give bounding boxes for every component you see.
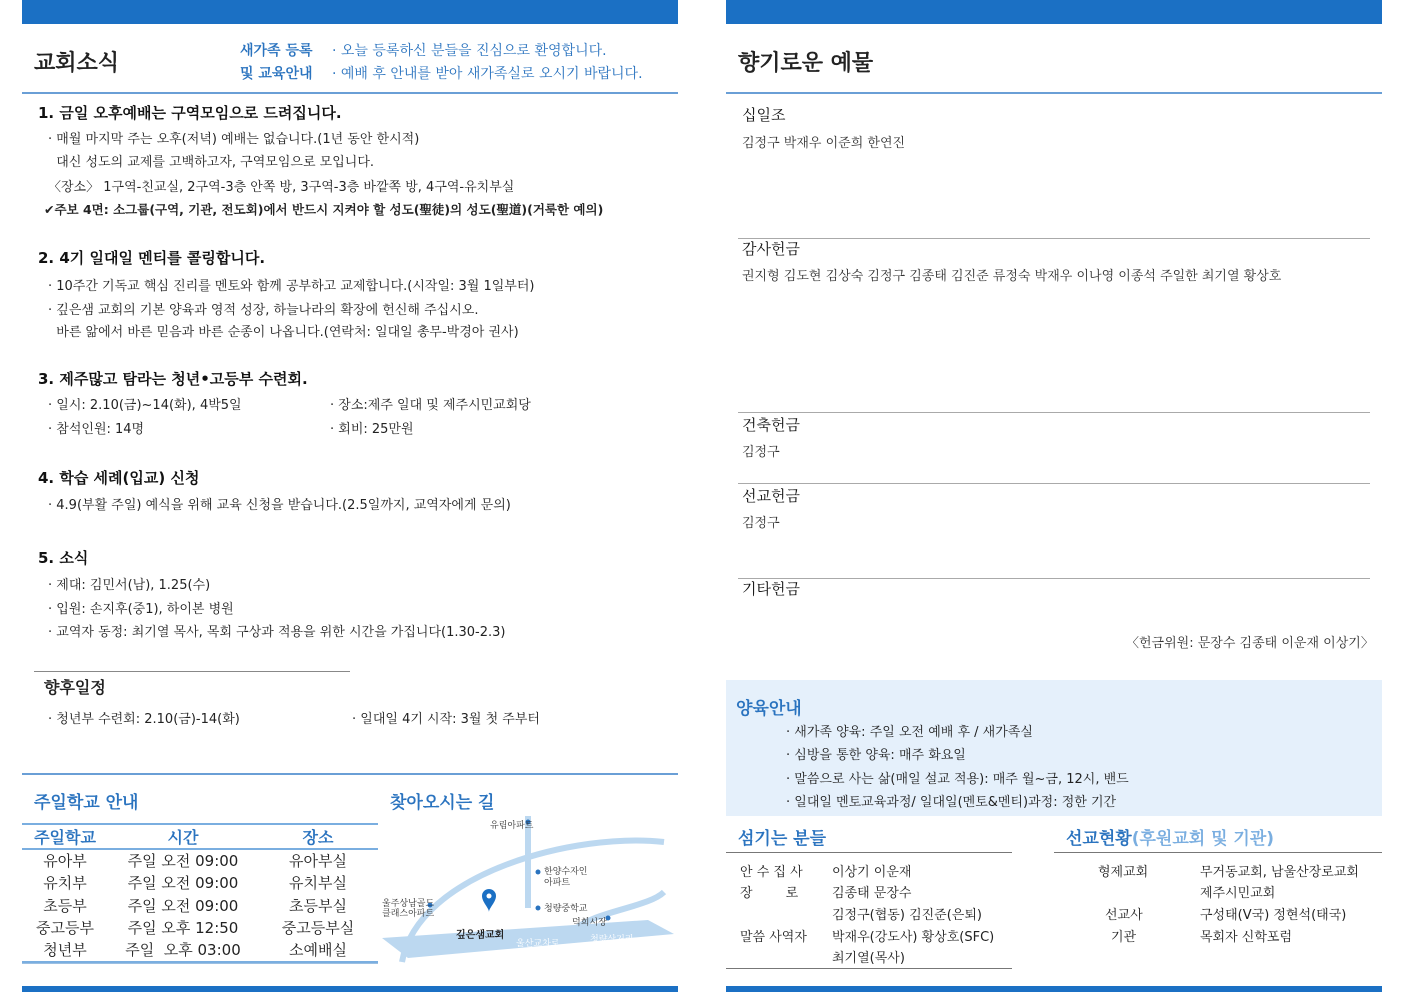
servant-names: 최기열(목사): [832, 951, 905, 966]
sunday-school-title: 주일학교 안내: [34, 793, 139, 813]
bottom-bar-left: [22, 986, 678, 992]
nurture-line-1: · 새가족 양육: 주일 오전 예배 후 / 새가족실: [786, 725, 1033, 740]
servants-bottom-rule: [726, 968, 1012, 969]
ss-cell: 초등부실: [289, 896, 347, 915]
ss-cell: 유아부: [43, 852, 87, 871]
map-dot: [536, 906, 541, 911]
offering-divider: [738, 578, 1370, 579]
ss-header-place: 장소: [258, 824, 378, 849]
servant-role: 말씀 사역자: [740, 930, 807, 945]
schedule-item-1: · 청년부 수련회: 2.10(금)-14(화): [48, 712, 240, 727]
map-label-market: 덕희시장: [572, 918, 607, 928]
nurture-title: 양육안내: [736, 699, 802, 719]
servant-names: 김정구(협동) 김진준(은퇴): [832, 908, 982, 923]
right-header-rule: [726, 92, 1382, 94]
ss-cell: 중고등부: [36, 919, 94, 938]
schedule-rule: [34, 671, 350, 672]
offering-building-names: 김정구: [742, 445, 780, 460]
church-pin-icon: [482, 889, 496, 912]
nurture-line-3: · 말씀으로 사는 삶(매일 설교 적용): 매주 월~금, 12시, 밴드: [786, 772, 1129, 787]
map-label-apt2b: 아파트: [544, 878, 571, 888]
news-1-line-3: 〈장소〉 1구역-친교실, 2구역-3층 안쪽 방, 3구역-3층 바깥쪽 방, 4구역-유치부실: [48, 180, 515, 195]
church-news-title: 교회소식: [34, 51, 120, 76]
top-bar-left: [22, 0, 678, 24]
news-1-line-2: 대신 성도의 교제를 고백하고자, 구역모임으로 모입니다.: [48, 155, 375, 170]
mission-title-sub: (후원교회 및 기관): [1131, 829, 1275, 849]
ss-cell: 유치부실: [289, 874, 347, 893]
map-label-road2: 청량삼거리: [590, 935, 634, 945]
mission-value: 제주시민교회: [1200, 886, 1276, 901]
offering-thanks-title: 감사헌금: [742, 240, 800, 258]
ss-cell: 소예배실: [289, 941, 347, 960]
ss-cell: 중고등부실: [281, 919, 355, 938]
table-row: [22, 894, 378, 917]
welcome-label-line1: 새가족 등록: [240, 43, 313, 59]
servant-names: 박재우(강도사) 황상호(SFC): [832, 930, 995, 945]
table-row: [22, 872, 378, 895]
offering-other-title: 기타헌금: [742, 580, 800, 598]
news-1-line-1: · 매월 마지막 주는 오후(저녁) 예배는 없습니다.(1년 동안 한시적): [48, 132, 420, 147]
news-2-line-2: · 깊은샘 교회의 기본 양육과 영적 성장, 하늘나라의 확장에 헌신해 주십시오.: [48, 303, 479, 318]
servant-names: 김종태 문장수: [832, 886, 912, 901]
news-3-title: 3. 제주많고 탐라는 청년•고등부 수련회.: [38, 370, 308, 388]
news-2-line-3: 바른 앎에서 바른 믿음과 바른 순종이 나옵니다.(연락처: 일대일 총무-박경아 권사): [48, 325, 519, 340]
offering-building-title: 건축헌금: [742, 416, 800, 434]
table-row: [22, 939, 378, 962]
schedule-item-2: · 일대일 4기 시작: 3월 첫 주부터: [352, 712, 540, 727]
news-2-title: 2. 4기 일대일 멘티를 콜링합니다.: [38, 249, 266, 267]
offering-committee: 〈헌금위원: 문장수 김종태 이운재 이상기〉: [1126, 636, 1374, 651]
servants-rule: [726, 852, 1012, 853]
ss-cell: 청년부: [43, 941, 87, 960]
map-label-school: 청량중학교: [544, 904, 588, 914]
sunday-school-rule: [22, 773, 678, 775]
mission-value: 무거동교회, 남울산장로교회: [1200, 865, 1359, 880]
offering-mission-title: 선교헌금: [742, 487, 800, 505]
left-header-rule: [22, 92, 678, 94]
welcome-text-line2: · 예배 후 안내를 받아 새가족실로 오시기 바랍니다.: [332, 66, 643, 82]
news-5-line-1: · 제대: 김민서(남), 1.25(수): [48, 578, 211, 593]
servant-role: 안 수 집 사: [740, 865, 803, 880]
news-4-line-1: · 4.9(부활 주일) 예식을 위해 교육 신청을 받습니다.(2.5일까지, 교역자에게 문의): [48, 498, 511, 513]
nurture-line-2: · 심방을 통한 양육: 매주 화요일: [786, 748, 966, 763]
welcome-label-line2: 및 교육안내: [240, 66, 313, 82]
directions-map: [378, 812, 678, 968]
mission-label: 선교사: [1105, 908, 1143, 923]
ss-cell: 초등부: [43, 896, 87, 915]
map-dot: [536, 870, 541, 875]
offering-tithe-title: 십일조: [742, 106, 786, 124]
servant-role: 장 로: [740, 886, 799, 901]
news-3-col1-line1: · 일시: 2.10(금)~14(화), 4박5일: [48, 398, 242, 413]
sunday-school-table: [22, 823, 378, 963]
offering-mission-names: 김정구: [742, 516, 780, 531]
top-bar-right: [726, 0, 1382, 24]
welcome-text-line1: · 오늘 등록하신 분들을 진심으로 환영합니다.: [332, 43, 607, 59]
servants-title: 섬기는 분들: [738, 829, 827, 849]
news-5-title: 5. 소식: [38, 549, 89, 567]
mission-rule: [1054, 852, 1382, 853]
map-label-left1: 울주상남골드: [382, 899, 435, 909]
welcome-label: [240, 40, 313, 86]
ss-cell: 주일 오전 09:00: [127, 896, 239, 915]
mission-label: 기관: [1111, 930, 1137, 945]
offering-divider: [738, 412, 1370, 413]
directions-title: 찾아오시는 길: [390, 793, 495, 813]
ss-cell: 유아부실: [289, 852, 347, 871]
schedule-title: 향후일정: [44, 678, 106, 697]
news-3-col2-line1: · 장소:제주 일대 및 제주시민교회당: [330, 398, 531, 413]
ss-cell: 주일 오전 09:00: [127, 874, 239, 893]
mission-title-main: 선교현황: [1066, 829, 1132, 849]
pin-center: [487, 894, 492, 899]
ss-cell: 주일 오후 12:50: [127, 919, 239, 938]
news-4-title: 4. 학습 세례(입교) 신청: [38, 469, 200, 487]
offering-thanks-names: 권지형 김도현 김상숙 김정구 김종태 김진준 류정숙 박재우 이나영 이종석 주일한 최기열 황상호: [742, 269, 1282, 284]
offering-tithe-names: 김정구 박재우 이준희 한연진: [742, 136, 906, 151]
offering-divider: [738, 483, 1370, 484]
table-row: [22, 849, 378, 872]
nurture-line-4: · 일대일 멘토교육과정/ 일대일(멘토&멘티)과정: 정한 기간: [786, 795, 1117, 810]
offering-page-title: 향기로운 예물: [738, 51, 874, 76]
news-3-col2-line2: · 회비: 25만원: [330, 422, 414, 437]
map-label-road1: 울산교차로: [516, 939, 560, 949]
table-row: [22, 917, 378, 940]
ss-cell: 주일 오후 03:00: [125, 941, 241, 960]
ss-cell: 주일 오전 09:00: [127, 852, 239, 871]
news-5-line-2: · 입원: 손지후(중1), 하이본 병원: [48, 602, 234, 617]
map-label-apt2a: 한양수자인: [544, 867, 588, 877]
left-bottom-rule: [22, 963, 378, 964]
news-3-col1-line2: · 참석인원: 14명: [48, 422, 145, 437]
map-label-left2: 클래스아파트: [382, 909, 435, 919]
mission-value: 목회자 신학포럼: [1200, 930, 1293, 945]
news-5-line-3: · 교역자 동정: 최기열 목사, 목회 구상과 적용을 위한 시간을 가집니다(1.30-2.3): [48, 625, 506, 640]
map-label-apt1: 유림아파트: [490, 821, 534, 831]
news-2-line-1: · 10주간 기독교 핵심 진리를 멘토와 함께 공부하고 교제합니다.(시작일: 3월 1일부터): [48, 279, 535, 294]
ss-header-time: 시간: [108, 824, 258, 849]
servant-names: 이상기 이운재: [832, 865, 912, 880]
mission-value: 구성태(V국) 정현석(태국): [1200, 908, 1347, 923]
welcome-text: [332, 40, 643, 86]
ss-header-school: 주일학교: [22, 824, 108, 849]
news-1-title: 1. 금일 오후예배는 구역모임으로 드려집니다.: [38, 104, 342, 122]
map-label-church: 깊은샘교회: [456, 930, 505, 941]
mission-title: [1066, 824, 1274, 849]
offering-divider: [738, 238, 1370, 239]
mission-label: 형제교회: [1098, 865, 1149, 880]
bottom-bar-right: [726, 986, 1382, 992]
news-1-line-4: ✔주보 4면: 소그룹(구역, 기관, 전도회)에서 반드시 지켜야 할 성도(聖徒)의 성도(聖道)(거룩한 예의): [44, 202, 604, 217]
ss-cell: 유치부: [43, 874, 87, 893]
